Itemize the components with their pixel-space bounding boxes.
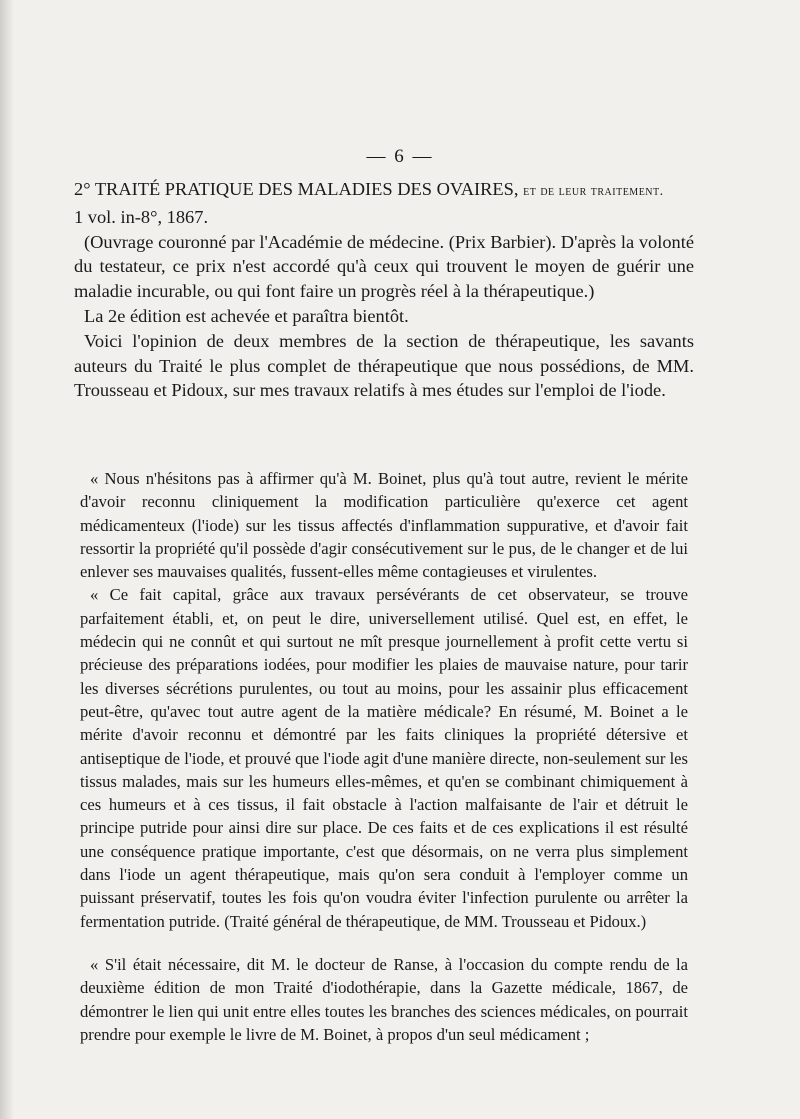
page-number: — 6 —: [366, 146, 434, 167]
quote-paragraph: « S'il était nécessaire, dit M. le docteur de Ranse, à l'occasion du compte rendu de la deuxième édition de mon Traité d'iodothérapie, dans la Gazette médicale, 1867, de démontrer le lien qui unit entre elles toutes les branches des sciences médicales, on pourrait prendre pour exemple le livre de M. Boinet, à propos d'un seul médicament ;: [80, 955, 688, 1044]
quotation-block: [80, 953, 688, 1046]
entry-title: 2° TRAITÉ PRATIQUE DES MALADIES DES OVAIRES,: [74, 179, 519, 199]
book-entry: [74, 177, 694, 403]
quote-paragraph: « Nous n'hésitons pas à affirmer qu'à M. Boinet, plus qu'à tout autre, revient le mérite d'avoir reconnu cliniquement la modification particulière qu'exerce cet agent médicamenteux (l'iode) sur les tissus affectés d'inflammation suppurative, et d'avoir fait ressortir la propriété qu'il possède d'agir consécutivement sur le pus, de le changer et de lui enlever ses mauvaises qualités, fussent-elles même contagieuses et virulentes.: [80, 469, 688, 582]
entry-details: 1 vol. in-8°, 1867.: [74, 206, 209, 227]
entry-subtitle: et de leur traitement.: [523, 184, 664, 199]
paragraph: Voici l'opinion de deux membres de la section de thérapeutique, les savants auteurs du Traité le plus complet de thérapeutique que nous possédions, de MM. Trousseau et Pidoux, sur mes travaux relatifs à mes études sur l'emploi de l'iode.: [74, 330, 694, 401]
quote-paragraph: « Ce fait capital, grâce aux travaux persévérants de cet observateur, se trouve parfaitement établi, et, on peut le dire, universellement utilisé. Quel est, en effet, le médecin qui ne connût et qui surtout ne mît presque journellement à profit cette vertu si précieuse des préparations iodées, pour modifier les plaies de mauvaise nature, pour tarir les diverses sécrétions purulentes, ou tout au moins, pour les assainir plus efficacement peut-être, qu'avec tout autre agent de la matière médicale? En résumé, M. Boinet a le mérite d'avoir reconnu et démontré par les faits cliniques la propriété détersive et antiseptique de l'iode, et prouvé que l'iode agit d'une manière directe, non-seulement sur les tissus malades, mais sur les humeurs elles-mêmes, et qu'en se combinant chimiquement à ces humeurs et à ces tissus, il fait obstacle à l'action malfaisante de l'air et détruit le principe putride pour ainsi dire sur place. De ces faits et de ces explications il est résulté une conséquence pratique importante, c'est que désormais, on ne verra plus simplement dans l'iode un agent thérapeutique, mais qu'on sera conduit à l'employer comme un puissant préservatif, toutes les fois qu'on voudra éviter l'infection purulente ou arrêter la fermentation putride. (Traité général de thérapeutique, de MM. Trousseau et Pidoux.): [80, 585, 688, 931]
entry-heading: [74, 177, 694, 205]
paragraph: (Ouvrage couronné par l'Académie de médecine. (Prix Barbier). D'après la volonté du testateur, ce prix n'est accordé qu'à ceux qui trouvent le moyen de guérir une maladie incurable, ou qui font faire un progrès réel à la thérapeutique.): [74, 231, 694, 302]
quotation-block: [80, 467, 688, 933]
paragraph: La 2e édition est achevée et paraîtra bientôt.: [84, 305, 409, 326]
